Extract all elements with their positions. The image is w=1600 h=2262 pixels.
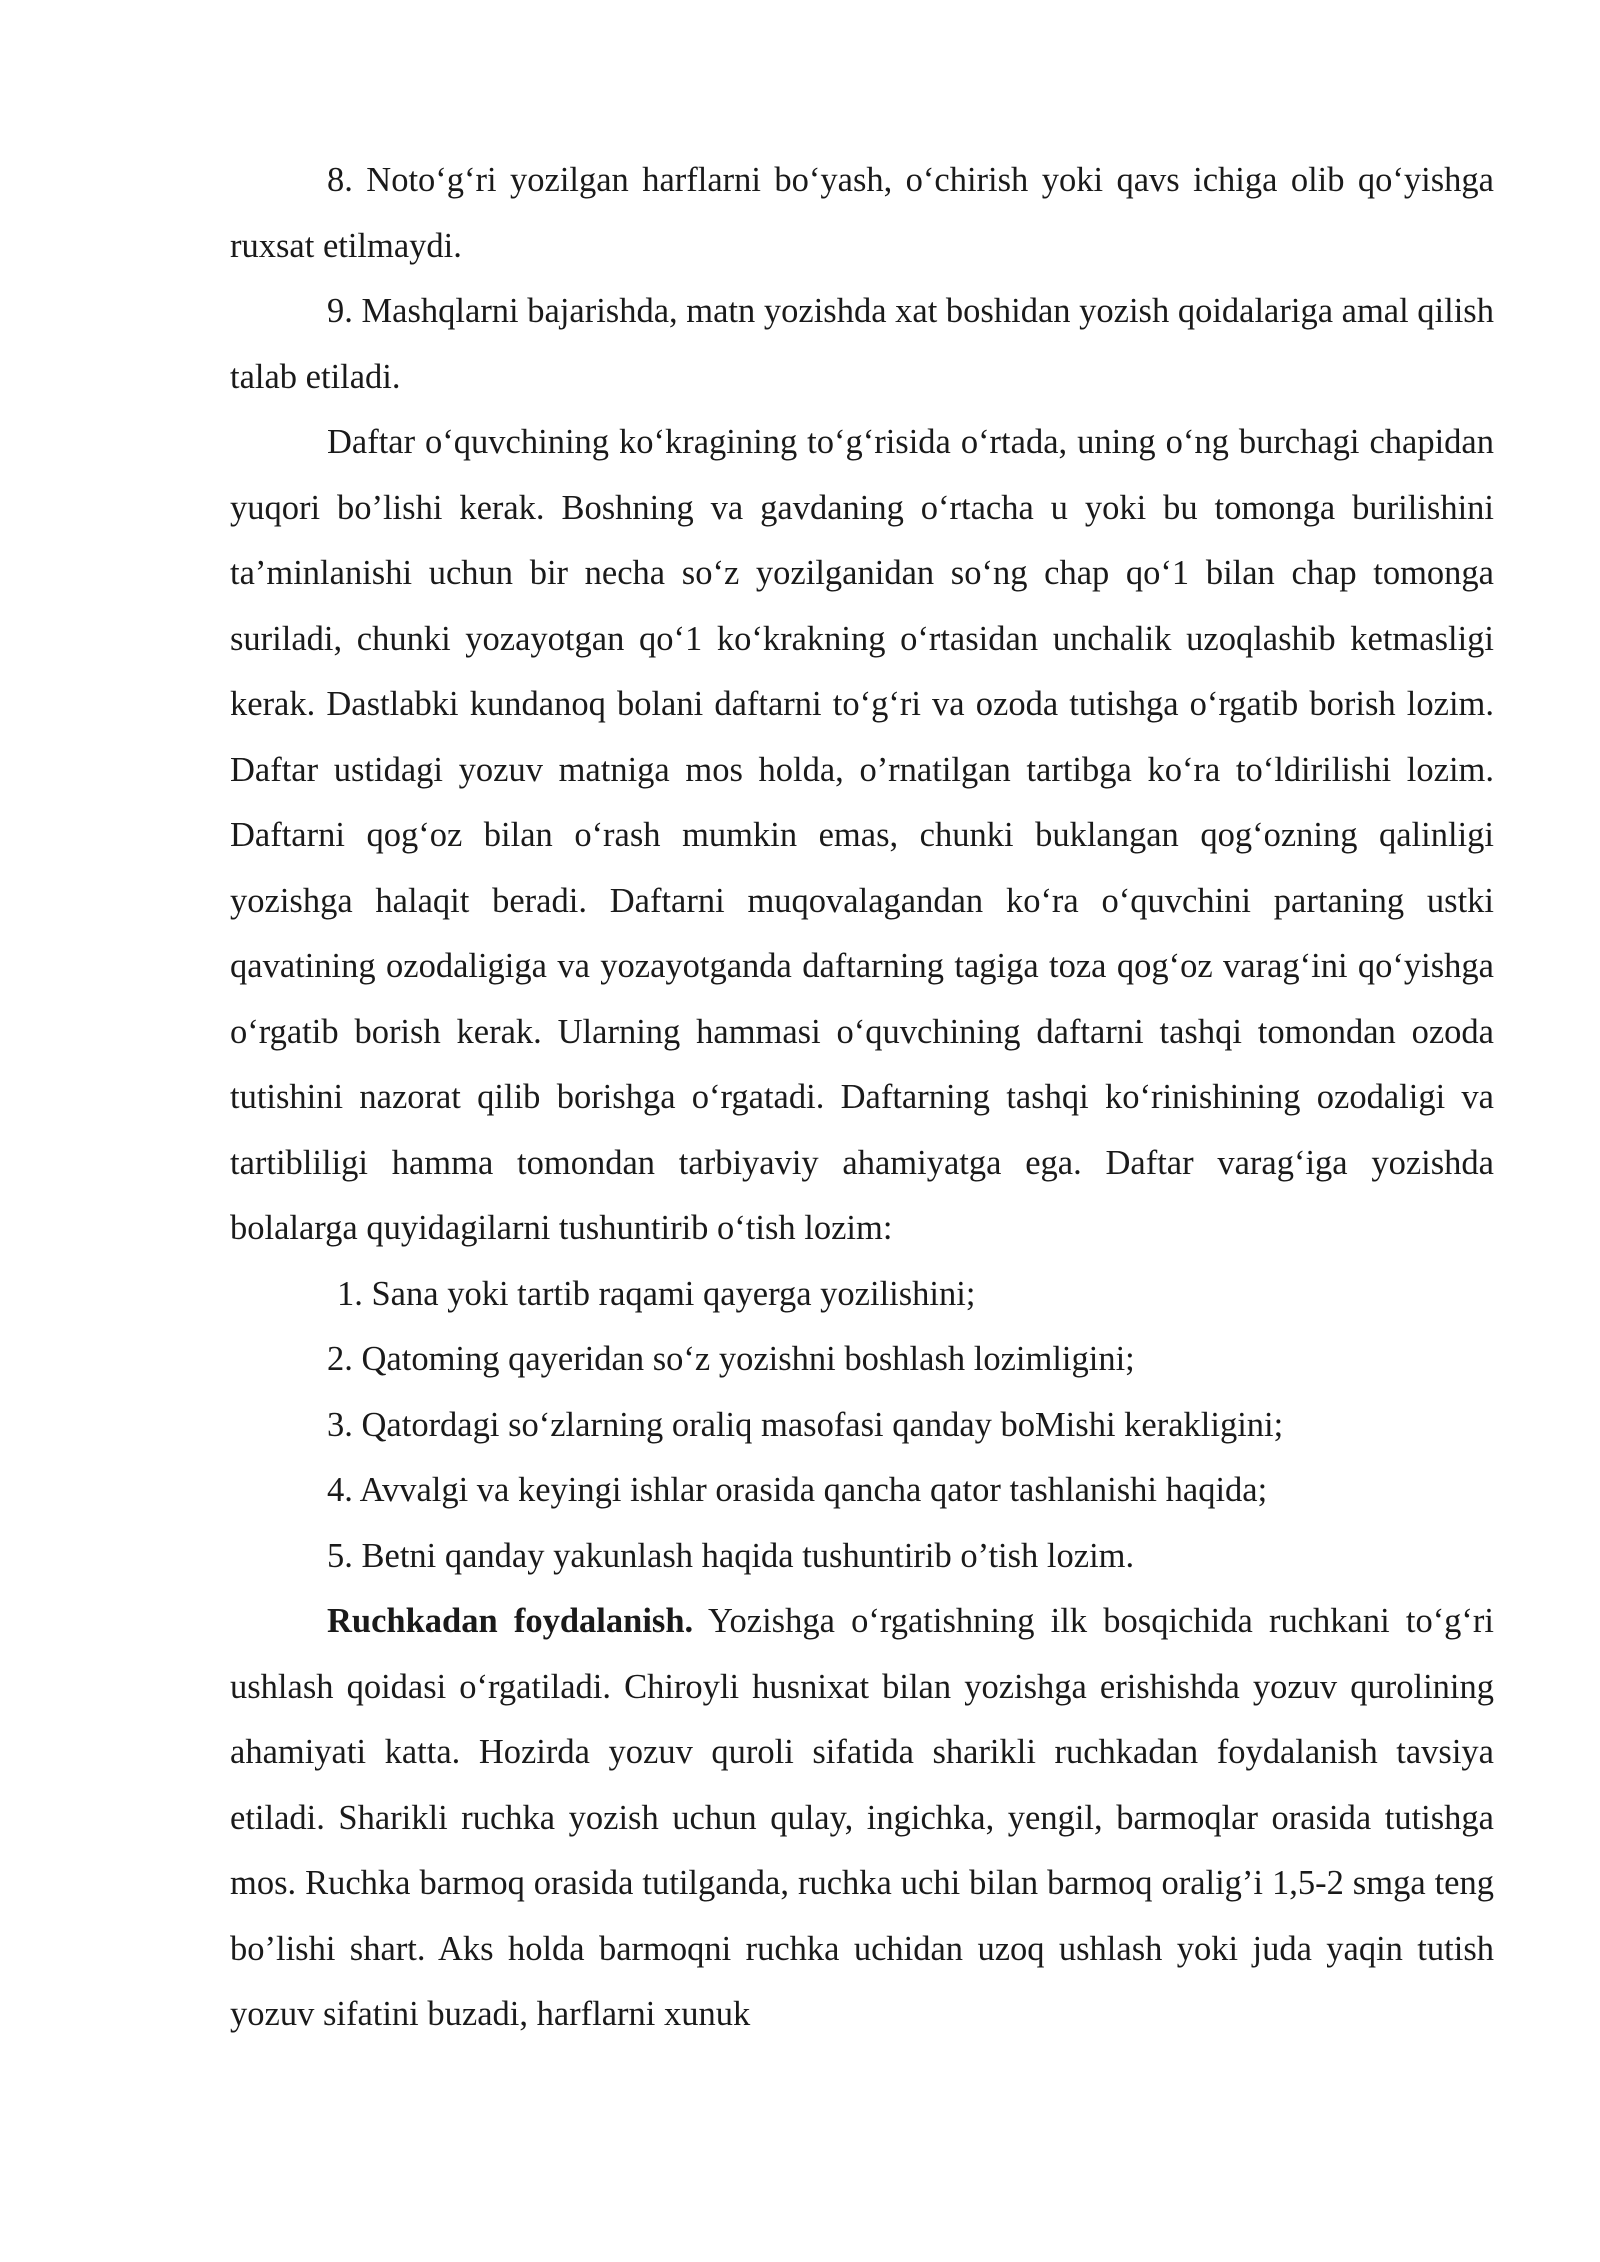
list-item-2: 2. Qatoming qayeridan so‘z yozishni boshlash lozimligini;	[327, 1340, 1135, 1378]
section-heading: Ruchkadan foydalanish.	[327, 1602, 694, 1640]
list-item-1: 1. Sana yoki tartib raqami qayerga yozilishini;	[337, 1274, 976, 1313]
paragraph-ruchka-body: Yozishga o‘rgatishning ilk bosqichida ruchkani to‘g‘ri ushlash qoidasi o‘rgatiladi. Chiroyli husnixat bilan yozishga erishishda yozuv qurolining ahamiyati katta. Hozirda yozuv quroli sifatida sharikli ruchkadan foydalanish tavsiya etiladi. Sharikli ruchka yozish uchun qulay, ingichka, yengil, barmoqlar orasida tutishga mos. Ruchka barmoq orasida tutilganda, ruchka uchi bilan barmoq oralig’i 1,5-2 smga teng bo’lishi shart. Aks holda barmoqni ruchka uchidan uzoq ushlash yoki juda yaqin tutish yozuv sifatini buzadi, harflarni xunuk	[230, 1602, 1494, 2033]
list-item-4: 4. Avvalgi va keyingi ishlar orasida qancha qator tashlanishi haqida;	[327, 1471, 1268, 1509]
paragraph-rule-8: 8. Noto‘g‘ri yozilgan harflarni bo‘yash, o‘chirish yoki qavs ichiga olib qo‘yishga ruxsat etilmaydi.	[230, 161, 1494, 265]
list-item-3: 3. Qatordagi so‘zlarning oraliq masofasi qanday boMishi kerakligini;	[327, 1405, 1284, 1444]
paragraph-daftar: Daftar o‘quvchining ko‘kragining to‘g‘risida o‘rtada, uning o‘ng burchagi chapidan yuqori bo’lishi kerak. Boshning va gavdaning o‘rtacha u yoki bu tomonga burilishini ta’minlanishi uchun bir necha so‘z yozilganidan so‘ng chap qo‘1 bilan chap tomonga suriladi, chunki yozayotgan qo‘1 ko‘krakning o‘rtasidan unchalik uzoqlashib ketmasligi kerak. Dastlabki kundanoq bolani daftarni to‘g‘ri va ozoda tutishga o‘rgatib borish lozim. Daftar ustidagi yozuv matniga mos holda, o’rnatilgan tartibga ko‘ra to‘ldirilishi lozim. Daftarni qog‘oz bilan o‘rash mumkin emas, chunki buklangan qog‘ozning qalinligi yozishga halaqit beradi. Daftarni muqovalagandan ko‘ra o‘quvchini partaning ustki qavatining ozodaligiga va yozayotganda daftarning tagiga toza qog‘oz varag‘ini qo‘yishga o‘rgatib borish kerak. Ularning hammasi o‘quvchining daftarni tashqi tomondan ozoda tutishini nazorat qilib borishga o‘rgatadi. Daftarning tashqi ko‘rinishining ozodaligi va tartibliligi hamma tomondan tarbiyaviy ahamiyatga ega. Daftar varag‘iga yozishda bolalarga quyidagilarni tushuntirib o‘tish lozim:	[230, 423, 1494, 1247]
numbered-list	[230, 1262, 1494, 1590]
paragraph-ruchka	[230, 1589, 1494, 2048]
list-item-5: 5. Betni qanday yakunlash haqida tushuntirib o’tish lozim.	[327, 1536, 1135, 1575]
paragraph-rule-9: 9. Mashqlarni bajarishda, matn yozishda xat boshidan yozish qoidalariga amal qilish talab etiladi.	[230, 292, 1494, 396]
body-text	[230, 148, 1494, 2048]
